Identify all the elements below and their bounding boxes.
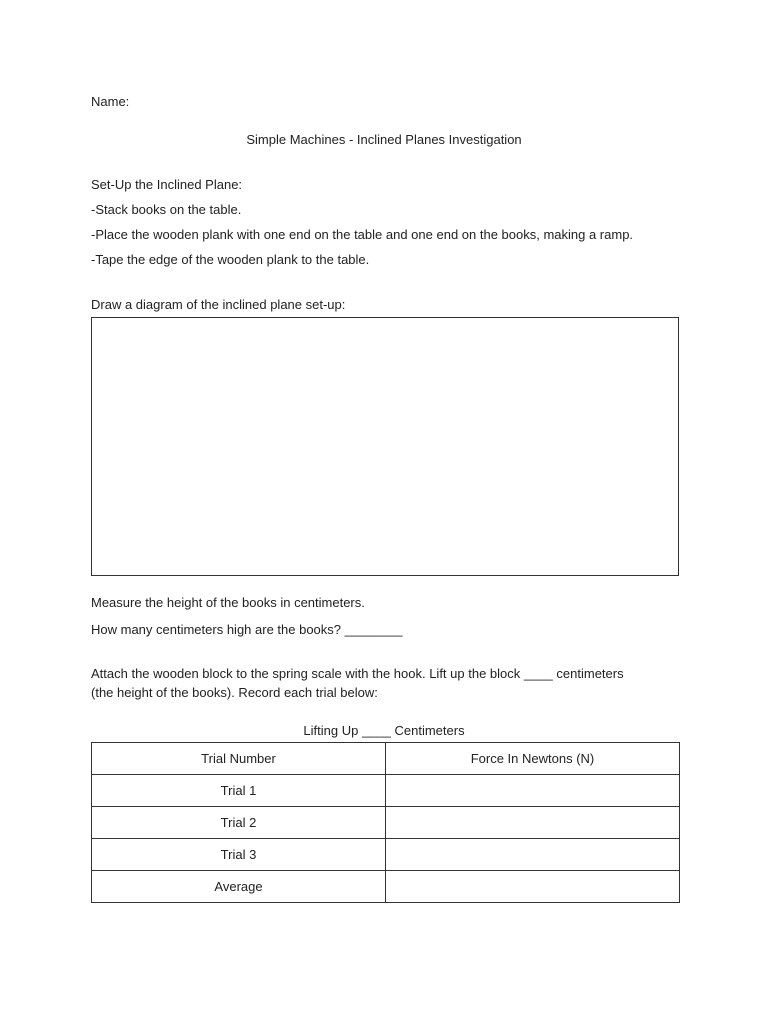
diagram-drawing-area[interactable] [91, 317, 679, 576]
setup-step-3: -Tape the edge of the wooden plank to the table. [91, 252, 370, 267]
header-trial-number: Trial Number [92, 743, 386, 775]
table-row [92, 839, 680, 871]
setup-step-1: -Stack books on the table. [91, 202, 242, 217]
name-label: Name: [91, 94, 130, 109]
table-header-row [92, 743, 680, 775]
results-table [91, 742, 680, 903]
trial-label: Trial 2 [92, 807, 386, 839]
measure-instruction: Measure the height of the books in centimeters. [91, 595, 365, 610]
table-row [92, 871, 680, 903]
force-cell[interactable] [386, 871, 680, 903]
page-title: Simple Machines - Inclined Planes Investigation [246, 132, 522, 147]
force-cell[interactable] [386, 839, 680, 871]
table-row [92, 775, 680, 807]
attach-instruction-line-1: Attach the wooden block to the spring scale with the hook. Lift up the block ____ centimeters [91, 666, 624, 681]
force-cell[interactable] [386, 807, 680, 839]
setup-heading: Set-Up the Inclined Plane: [91, 177, 243, 192]
table-row [92, 807, 680, 839]
setup-step-2: -Place the wooden plank with one end on the table and one end on the books, making a ramp. [91, 227, 634, 242]
trial-label: Trial 3 [92, 839, 386, 871]
trial-label: Trial 1 [92, 775, 386, 807]
trial-label: Average [92, 871, 386, 903]
force-cell[interactable] [386, 775, 680, 807]
diagram-prompt: Draw a diagram of the inclined plane set-up: [91, 297, 346, 312]
measure-question: How many centimeters high are the books? ________ [91, 622, 403, 637]
attach-instruction-line-2: (the height of the books). Record each trial below: [91, 685, 378, 700]
header-force: Force In Newtons (N) [386, 743, 680, 775]
table-caption: Lifting Up ____ Centimeters [303, 723, 465, 738]
